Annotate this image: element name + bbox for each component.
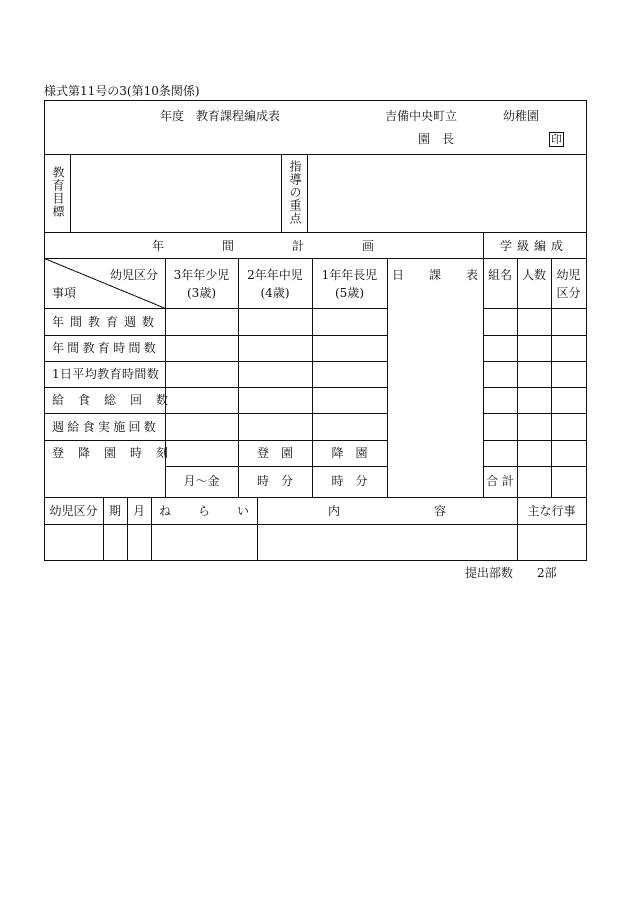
age5-header: 1年年長児 [321,268,378,282]
education-goal-label: 教育目標 [51,166,65,218]
principal-label: 園 長 [418,132,455,146]
class-division-header-1: 幼児 [556,268,581,282]
guidance-focus-label: 指導の重点 [288,160,302,225]
total-label: 合 計 [486,474,514,488]
row-daily-avg-hours: 1日平均教育時間数 [52,367,160,381]
term-header: 期 [108,504,121,518]
seal-mark: 印 [551,133,562,146]
age3-header: 3年年少児 [173,268,230,282]
arrive-label: 登 園 [256,446,293,460]
kindergarten-label: 幼稚園 [503,109,540,123]
class-division-header-2: 区分 [556,286,581,300]
annual-plan-heading: 年 間 計 画 [152,239,374,253]
leave-time: 時 分 [331,474,368,488]
class-name-header: 組名 [487,268,512,282]
form-id: 様式第11号の3(第10条関係) [44,84,200,98]
leave-label: 降 園 [331,446,368,460]
class-org-heading: 学級編成 [500,239,569,253]
content-header: 内 容 [328,504,446,518]
copies-label: 提出部数 [465,566,514,580]
town-name: 吉備中央町立 [385,109,458,123]
row-annual-hours: 年間教育時間数 [52,341,160,355]
age5-sub: (5歳) [335,286,364,300]
year-title: 年度 教育課程編成表 [160,109,281,123]
row-weekly-lunch: 週給食実施回数 [52,420,160,434]
copies-value: 2部 [537,566,557,580]
item-header: 事項 [52,286,77,300]
weekday-label: 月〜金 [183,474,220,488]
division-header: 幼児区分 [110,268,159,282]
age4-header: 2年年中児 [247,268,303,282]
row-lunch-total: 給食総回数 [52,393,183,407]
row-annual-weeks: 年間教育週数 [52,315,161,329]
month-header: 月 [132,504,145,518]
row-arrival-departure: 登降園時刻 [52,446,183,460]
age3-sub: (3歳) [187,286,216,300]
events-header: 主な行事 [527,504,576,518]
age4-sub: (4歳) [260,286,290,300]
headcount-header: 人数 [521,268,546,282]
arrive-time: 時 分 [256,474,293,488]
bottom-division-header: 幼児区分 [49,504,98,518]
daily-schedule-header: 日 課 表 [392,268,478,282]
aim-header: ね ら い [159,504,249,518]
